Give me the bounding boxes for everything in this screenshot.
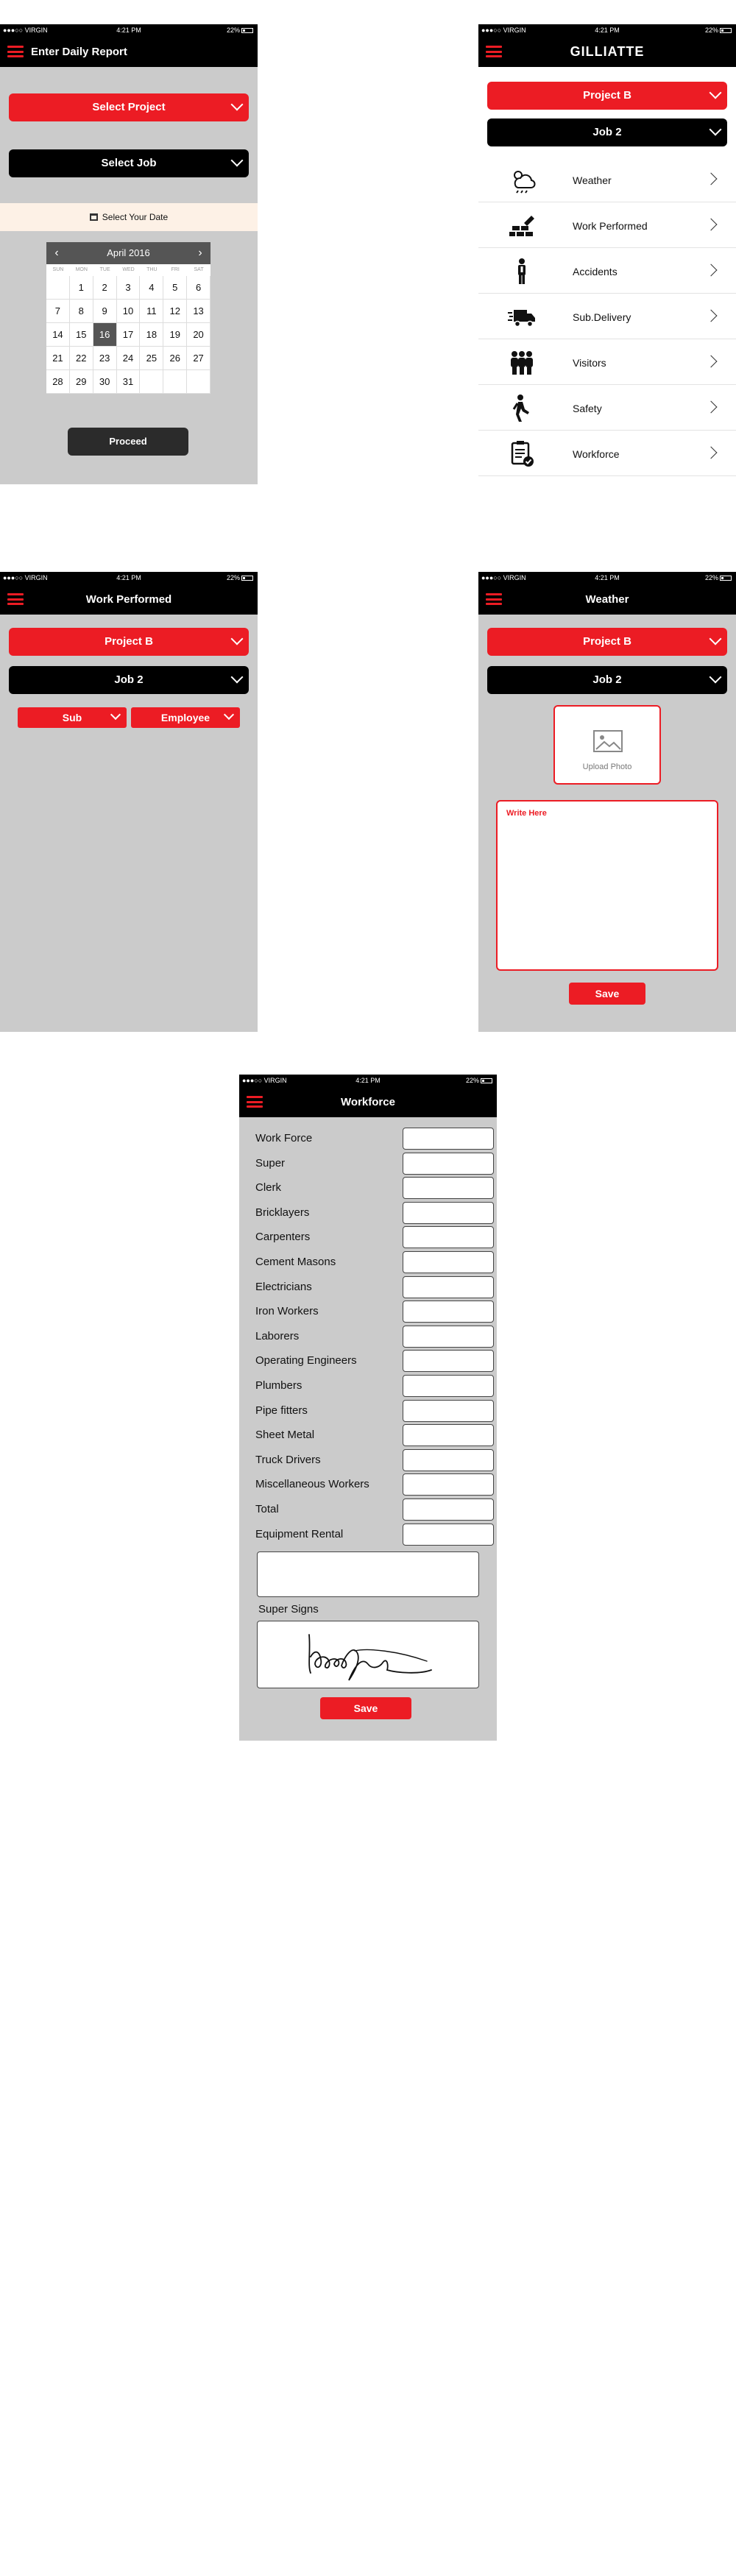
workforce-row-label: Equipment Rental	[255, 1527, 344, 1540]
select-job-dropdown[interactable]	[9, 149, 249, 177]
battery-icon	[241, 28, 253, 33]
select-date-label: Select Your Date	[102, 212, 169, 222]
chevron-down-icon	[710, 633, 722, 645]
project-label: Project B	[105, 635, 153, 648]
chevron-right-icon	[705, 264, 718, 277]
workforce-row-label: Electricians	[255, 1280, 312, 1293]
carrier-label: ●●●○○ VIRGIN	[481, 26, 526, 34]
calendar-day[interactable]: 16	[93, 323, 117, 347]
nav-bar	[0, 584, 258, 615]
workforce-row	[255, 1299, 484, 1324]
workforce-icon	[508, 439, 536, 467]
calendar-grid	[46, 276, 210, 394]
upload-photo-label: Upload Photo	[582, 762, 632, 771]
menu-item-workforce[interactable]	[478, 431, 736, 476]
status-time: 4:21 PM	[355, 1077, 381, 1084]
calendar-day[interactable]: 22	[70, 347, 93, 370]
calendar-day[interactable]: 9	[93, 300, 117, 323]
calendar-empty-cell	[140, 370, 163, 394]
calendar-day[interactable]: 18	[140, 323, 163, 347]
hamburger-menu-icon[interactable]	[7, 46, 24, 57]
menu-item-weather[interactable]	[478, 157, 736, 202]
battery-indicator	[466, 1077, 492, 1084]
menu-label: Safety	[573, 403, 602, 414]
calendar-day[interactable]: 23	[93, 347, 117, 370]
battery-indicator	[227, 574, 253, 581]
workforce-row	[255, 1497, 484, 1522]
chevron-down-icon	[231, 633, 244, 645]
safety-icon	[508, 394, 536, 422]
project-menu-screen	[478, 24, 736, 484]
chevron-right-icon	[705, 173, 718, 185]
daily-report-screen	[0, 24, 258, 484]
calendar-day[interactable]: 27	[187, 347, 210, 370]
next-month-icon[interactable]: ›	[198, 247, 202, 259]
workforce-row-label: Clerk	[255, 1181, 282, 1195]
calendar-month: April 2016	[107, 247, 150, 258]
notes-field[interactable]	[257, 1551, 479, 1597]
workforce-row-label: Plumbers	[255, 1379, 302, 1392]
weekday-label: SAT	[194, 267, 204, 272]
workforce-count-input[interactable]	[403, 1524, 494, 1546]
menu-item-sub-delivery[interactable]	[478, 294, 736, 339]
menu-label: Workforce	[573, 448, 620, 460]
workforce-row-label: Truck Drivers	[255, 1453, 321, 1466]
workforce-count-input[interactable]	[403, 1153, 494, 1175]
menu-item-visitors[interactable]	[478, 339, 736, 385]
job-dropdown[interactable]	[487, 666, 727, 694]
report-category-list	[478, 157, 736, 476]
calendar-day[interactable]: 31	[117, 370, 141, 394]
workforce-row	[255, 1423, 484, 1448]
status-time: 4:21 PM	[595, 574, 620, 581]
chevron-down-icon	[710, 124, 722, 136]
project-dropdown[interactable]	[487, 82, 727, 110]
workforce-count-input[interactable]	[403, 1424, 494, 1446]
chevron-down-icon	[231, 155, 244, 167]
signature-drawing	[258, 1621, 480, 1689]
workforce-row-label: Sheet Metal	[255, 1429, 315, 1442]
save-button[interactable]: Save	[569, 983, 645, 1005]
chevron-down-icon	[231, 671, 244, 684]
project-label: Project B	[583, 635, 631, 648]
status-bar	[478, 572, 736, 584]
calendar-day[interactable]: 13	[187, 300, 210, 323]
calendar-day[interactable]: 14	[46, 323, 70, 347]
save-button[interactable]: Save	[320, 1697, 411, 1719]
workforce-row-label: Cement Masons	[255, 1255, 336, 1268]
calendar-day[interactable]: 21	[46, 347, 70, 370]
workforce-count-input[interactable]	[403, 1473, 494, 1496]
calendar-day[interactable]: 25	[140, 347, 163, 370]
status-time: 4:21 PM	[595, 26, 620, 34]
workforce-row	[255, 1522, 484, 1547]
calendar-day[interactable]: 24	[117, 347, 141, 370]
chevron-right-icon	[705, 219, 718, 231]
truck-icon	[508, 302, 536, 330]
page-title: Enter Daily Report	[31, 46, 127, 58]
carrier-label: ●●●○○ VIRGIN	[242, 1077, 287, 1084]
calendar-day[interactable]: 1	[70, 276, 93, 300]
workforce-count-input[interactable]	[403, 1449, 494, 1471]
menu-label: Weather	[573, 174, 612, 186]
status-time: 4:21 PM	[116, 574, 141, 581]
status-bar	[239, 1075, 497, 1086]
workforce-count-input[interactable]	[403, 1276, 494, 1298]
calendar-day[interactable]: 11	[140, 300, 163, 323]
menu-label: Work Performed	[573, 220, 648, 232]
accidents-icon	[508, 257, 536, 285]
battery-icon	[720, 28, 732, 33]
menu-label: Accidents	[573, 266, 618, 277]
workforce-count-input[interactable]	[403, 1326, 494, 1348]
job-label: Job 2	[592, 126, 622, 138]
calendar-day[interactable]: 30	[93, 370, 117, 394]
calendar-day[interactable]: 8	[70, 300, 93, 323]
page-title: Work Performed	[85, 593, 172, 606]
workforce-count-input[interactable]	[403, 1128, 494, 1150]
menu-label: Sub.Delivery	[573, 311, 631, 323]
job-dropdown[interactable]	[9, 666, 249, 694]
date-picker	[46, 242, 210, 394]
calendar-day[interactable]: 17	[117, 323, 141, 347]
weekday-label: THU	[146, 267, 158, 272]
status-bar	[0, 24, 258, 36]
chevron-right-icon	[705, 447, 718, 459]
select-project-label: Select Project	[92, 101, 166, 113]
workforce-count-input[interactable]	[403, 1177, 494, 1199]
calendar-day[interactable]: 15	[70, 323, 93, 347]
workforce-count-input[interactable]	[403, 1375, 494, 1397]
upload-photo-button[interactable]	[553, 705, 661, 785]
weekday-label: TUE	[99, 267, 110, 272]
battery-label: 22%	[226, 26, 240, 34]
super-signs-label: Super Signs	[258, 1603, 319, 1616]
calendar-empty-cell	[187, 370, 210, 394]
nav-bar	[478, 36, 736, 67]
workforce-screen	[239, 1075, 497, 1741]
workforce-row-label: Carpenters	[255, 1231, 311, 1244]
weekday-header	[46, 264, 210, 276]
select-project-dropdown[interactable]	[9, 93, 249, 121]
workforce-row	[255, 1275, 484, 1300]
calendar-day[interactable]: 26	[163, 347, 187, 370]
workforce-row	[255, 1151, 484, 1176]
image-icon	[593, 730, 623, 752]
carrier-label: ●●●○○ VIRGIN	[481, 574, 526, 581]
select-date-bar[interactable]	[0, 203, 258, 231]
workforce-form	[255, 1126, 484, 1546]
chevron-down-icon	[710, 87, 722, 99]
workforce-row-label: Pipe fitters	[255, 1404, 308, 1417]
chevron-down-icon	[710, 671, 722, 684]
calendar-day[interactable]: 4	[140, 276, 163, 300]
workforce-row	[255, 1348, 484, 1373]
workforce-row-label: Total	[255, 1502, 279, 1515]
battery-label: 22%	[704, 26, 718, 34]
status-time: 4:21 PM	[116, 26, 141, 34]
workforce-count-input[interactable]	[403, 1251, 494, 1273]
workforce-row	[255, 1175, 484, 1200]
calendar-icon	[90, 213, 98, 221]
project-dropdown[interactable]	[9, 628, 249, 656]
weather-icon	[508, 166, 536, 194]
battery-indicator	[705, 26, 732, 34]
workforce-row	[255, 1250, 484, 1275]
weather-screen	[478, 572, 736, 1032]
job-dropdown[interactable]	[487, 118, 727, 146]
workforce-count-input[interactable]	[403, 1202, 494, 1224]
workforce-count-input[interactable]	[403, 1350, 494, 1372]
workforce-count-input[interactable]	[403, 1498, 494, 1521]
page-title: GILLIATTE	[570, 44, 645, 59]
battery-indicator	[227, 26, 253, 34]
menu-item-safety[interactable]	[478, 385, 736, 431]
workforce-row	[255, 1200, 484, 1225]
weekday-label: SUN	[52, 267, 64, 272]
workforce-row-label: Operating Engineers	[255, 1354, 357, 1367]
battery-icon	[241, 576, 253, 581]
job-label: Job 2	[114, 673, 144, 686]
calendar-empty-cell	[46, 276, 70, 300]
workforce-row	[255, 1324, 484, 1349]
workforce-row	[255, 1472, 484, 1497]
work-performed-screen	[0, 572, 258, 1032]
menu-item-work-performed[interactable]	[478, 202, 736, 248]
calendar-day[interactable]: 5	[163, 276, 187, 300]
nav-bar	[478, 584, 736, 615]
sub-dropdown[interactable]	[18, 707, 127, 728]
calendar-day[interactable]: 3	[117, 276, 141, 300]
chevron-down-icon	[110, 710, 121, 720]
calendar-empty-cell	[163, 370, 187, 394]
select-job-label: Select Job	[101, 157, 157, 169]
calendar-day[interactable]: 10	[117, 300, 141, 323]
workforce-row-label: Laborers	[255, 1329, 300, 1342]
menu-item-accidents[interactable]	[478, 248, 736, 294]
battery-label: 22%	[226, 574, 240, 581]
employee-dropdown[interactable]	[131, 707, 240, 728]
calendar-header	[46, 242, 210, 264]
workforce-row-label: Super	[255, 1156, 286, 1170]
carrier-label: ●●●○○ VIRGIN	[3, 26, 48, 34]
prev-month-icon[interactable]: ‹	[54, 247, 59, 259]
employee-label: Employee	[160, 712, 210, 723]
calendar-day[interactable]: 6	[187, 276, 210, 300]
workforce-row	[255, 1225, 484, 1250]
workforce-row	[255, 1398, 484, 1423]
chevron-down-icon	[231, 99, 244, 111]
chevron-down-icon	[224, 710, 234, 720]
job-label: Job 2	[592, 673, 622, 686]
battery-icon	[720, 576, 732, 581]
work-performed-icon	[508, 211, 536, 239]
calendar-day[interactable]: 29	[70, 370, 93, 394]
nav-bar	[0, 36, 258, 67]
calendar-day[interactable]: 12	[163, 300, 187, 323]
page-title: Workforce	[341, 1096, 395, 1108]
workforce-count-input[interactable]	[403, 1301, 494, 1323]
workforce-row	[255, 1373, 484, 1398]
visitors-icon	[508, 348, 536, 376]
workforce-row-label: Iron Workers	[255, 1305, 319, 1318]
chevron-right-icon	[705, 401, 718, 414]
nav-bar	[239, 1086, 497, 1117]
workforce-row	[255, 1448, 484, 1473]
workforce-row-label: Work Force	[255, 1132, 313, 1144]
calendar-day[interactable]: 20	[187, 323, 210, 347]
workforce-count-input[interactable]	[403, 1226, 494, 1248]
workforce-row-label: Bricklayers	[255, 1206, 310, 1219]
proceed-button[interactable]: Proceed	[68, 428, 188, 456]
calendar-day[interactable]: 2	[93, 276, 117, 300]
battery-icon	[481, 1078, 492, 1083]
project-label: Project B	[583, 89, 631, 102]
workforce-row	[255, 1126, 484, 1151]
calendar-day[interactable]: 7	[46, 300, 70, 323]
workforce-row-label: Miscellaneous Workers	[255, 1478, 369, 1491]
weekday-label: WED	[122, 267, 135, 272]
battery-indicator	[705, 574, 732, 581]
calendar-day[interactable]: 28	[46, 370, 70, 394]
menu-label: Visitors	[573, 357, 606, 369]
battery-label: 22%	[704, 574, 718, 581]
status-bar	[478, 24, 736, 36]
weekday-label: FRI	[171, 267, 180, 272]
chevron-right-icon	[705, 355, 718, 368]
notes-placeholder: Write Here	[506, 809, 547, 818]
battery-label: 22%	[465, 1077, 479, 1084]
notes-textarea[interactable]	[496, 800, 718, 971]
carrier-label: ●●●○○ VIRGIN	[3, 574, 48, 581]
status-bar	[0, 572, 258, 584]
sub-label: Sub	[62, 712, 82, 723]
signature-pad[interactable]	[257, 1621, 479, 1688]
chevron-right-icon	[705, 310, 718, 322]
calendar-day[interactable]: 19	[163, 323, 187, 347]
project-dropdown[interactable]	[487, 628, 727, 656]
workforce-count-input[interactable]	[403, 1400, 494, 1422]
page-title: Weather	[585, 593, 629, 606]
weekday-label: MON	[75, 267, 88, 272]
